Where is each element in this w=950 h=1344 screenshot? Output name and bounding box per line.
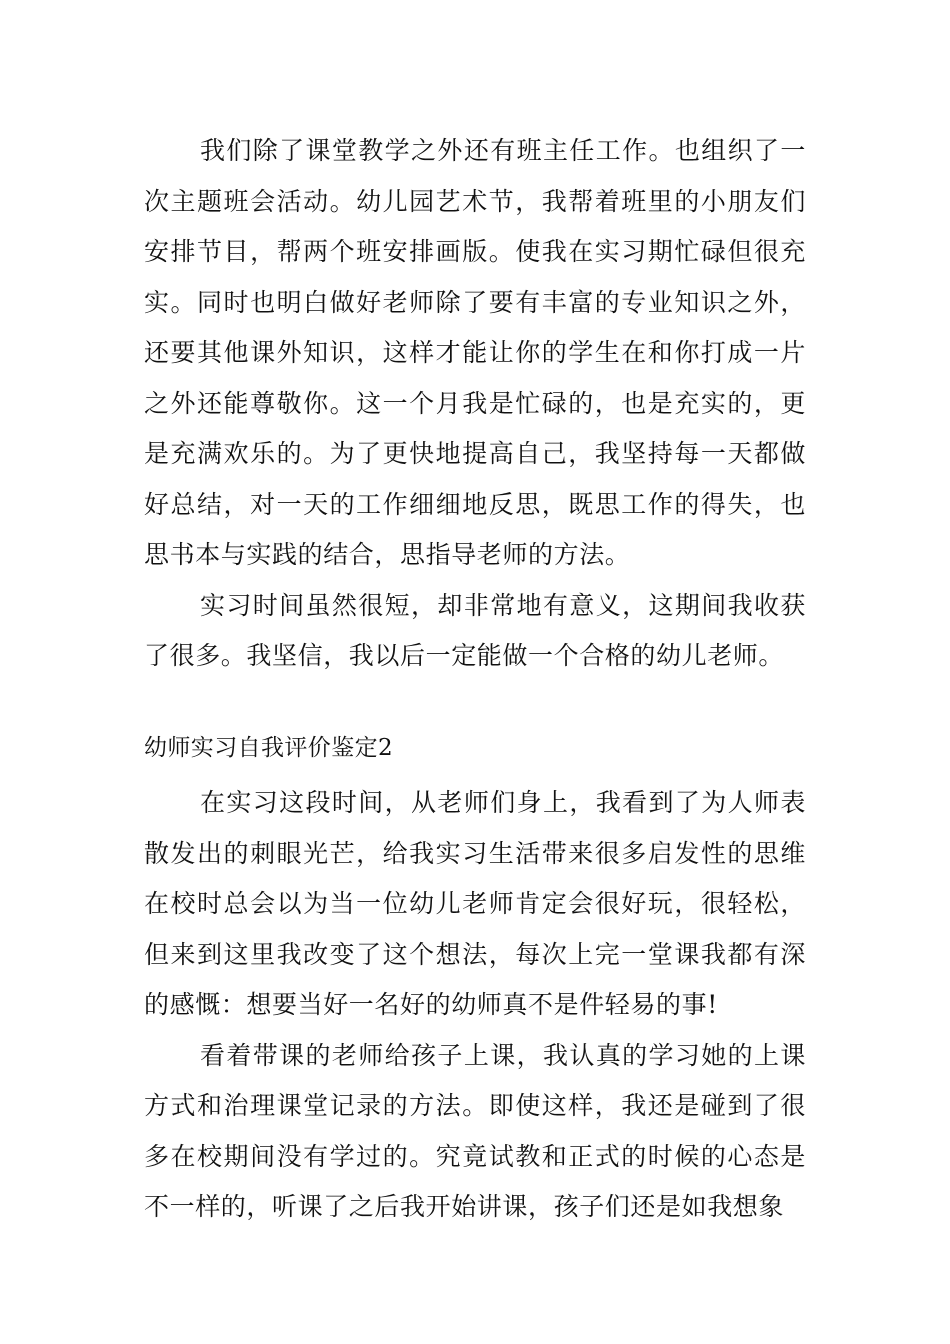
paragraph: 看着带课的老师给孩子上课，我认真的学习她的上课方式和治理课堂记录的方法。即使这样，我还是碰到了很多在校期间没有学过的。究竟试教和正式的时候的心态是不一样的，听课了之后我开始讲课，孩子们还是如我想象 [144, 1040, 806, 1221]
section-2-body [144, 778, 806, 1233]
section-2-title: 幼师实习自我评价鉴定2 [144, 735, 394, 761]
paragraph: 实习时间虽然很短，却非常地有意义，这期间我收获了很多。我坚信，我以后一定能做一个合格的幼儿老师。 [144, 590, 806, 670]
paragraph: 我们除了课堂教学之外还有班主任工作。也组织了一次主题班会活动。幼儿园艺术节，我帮着班里的小朋友们安排节目，帮两个班安排画版。使我在实习期忙碌但很充实。同时也明白做好老师除了要有丰富的专业知识之外，还要其他课外知识，这样才能让你的学生在和你打成一片之外还能尊敬你。这一个月我是忙碌的，也是充实的，更是充满欢乐的。为了更快地提高自己，我坚持每一天都做好总结，对一天的工作细细地反思，既思工作的得失，也思书本与实践的结合，思指导老师的方法。 [144, 136, 806, 569]
section-1-body [144, 126, 806, 682]
paragraph: 在实习这段时间，从老师们身上，我看到了为人师表散发出的刺眼光芒，给我实习生活带来很多启发性的思维在校时总会以为当一位幼儿老师肯定会很好玩，很轻松，但来到这里我改变了这个想法，每次上完一堂课我都有深的感慨：想要当好一名好的幼师真不是件轻易的事! [144, 788, 806, 1019]
